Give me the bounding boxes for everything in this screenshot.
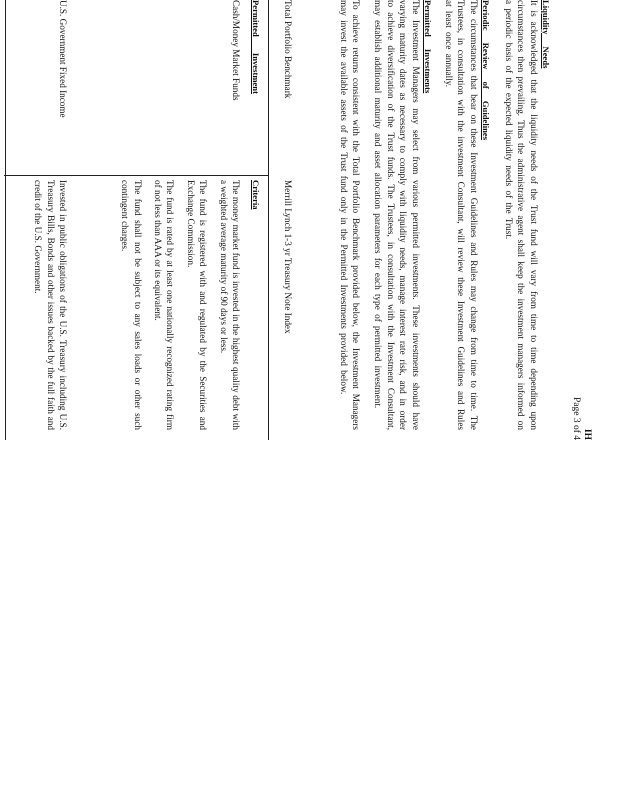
benchmark-value: Merrill Lynch 1-3 yr Treasury Note Index <box>283 180 293 334</box>
criteria-item: The fund shall not be subject to any sales loads or other such contingent charges. <box>120 180 143 430</box>
permitted-text-1: The Investment Managers may select from various permitted investments. These investments should have varying maturity dates as necessary to comply with liquidity needs, manage interest rate risk, and in order to achieve diversification of the Trust funds. The Trustees, in consultation with the Investment Consultant, may establish additional maturity and asset allocation parameters for each type of permitted investment. <box>373 0 421 430</box>
permitted-text-2: To achieve returns consistent with the Total Portfolio Benchmark provided below, the Investment Managers may invest the available assets of the Trust fund only in the Permitted Investments provided below. <box>338 0 361 430</box>
page-header <box>570 397 592 440</box>
table-top-rule <box>268 0 269 440</box>
page-number: Page 3 of 4 <box>571 396 581 440</box>
liquidity-heading: Liquidity Needs <box>541 0 551 69</box>
rotated-document-page <box>4 0 604 440</box>
permitted-heading: Permitted Investments <box>423 0 433 94</box>
col-permitted-investment: Permitted Investment <box>251 0 261 94</box>
criteria-item: The money market fund is invested in the highest quality debt with a weighted average maturity of 90 days or less. <box>218 180 241 430</box>
periodic-review-text: The circumstances that bear on these Investment Guidelines and Rules may change from time to time. The Trustees, in consultation with the investment Consultant, will review these Investment Guidelines and Rules at least once annually. <box>443 0 479 430</box>
criteria-item: The fund is rated by at least one nationally recognized rating firm of not less than AAA or its equivalent. <box>152 180 176 430</box>
liquidity-section <box>502 0 552 430</box>
liquidity-text: It is acknowledged that the liquidity needs of the Trust fund will vary from time to time depending upon circumstances then prevailing. Thus the administrative agent shall keep the investment managers informed on a periodic basis of the expected liquidity needs of the Trust. <box>503 0 539 430</box>
table-bottom-rule <box>5 0 6 440</box>
table-column-divider <box>4 175 269 176</box>
periodic-review-section <box>442 0 492 430</box>
benchmark-label: Total Portfolio Benchmark <box>283 0 293 99</box>
col-criteria: Criteria <box>251 180 261 210</box>
investment-name: Cash/Money Market Funds <box>231 0 241 101</box>
document-id: IH <box>582 428 592 440</box>
permitted-investments-section <box>337 0 434 430</box>
criteria-item: The fund is registered with and regulated by the Securities and Exchange Commission. <box>185 180 209 430</box>
periodic-review-heading: Periodic Review of Guidelines <box>481 0 491 141</box>
criteria-item: Invested in public obligations of the U.S. Treasury including U.S. Treasury Bills, Bonds and other issues backed by the full faith and credit of the U.S. Government. <box>33 180 68 430</box>
criteria-list <box>111 180 242 430</box>
criteria-list <box>24 180 69 430</box>
investment-name: U.S. Government Fixed Income <box>58 0 68 118</box>
